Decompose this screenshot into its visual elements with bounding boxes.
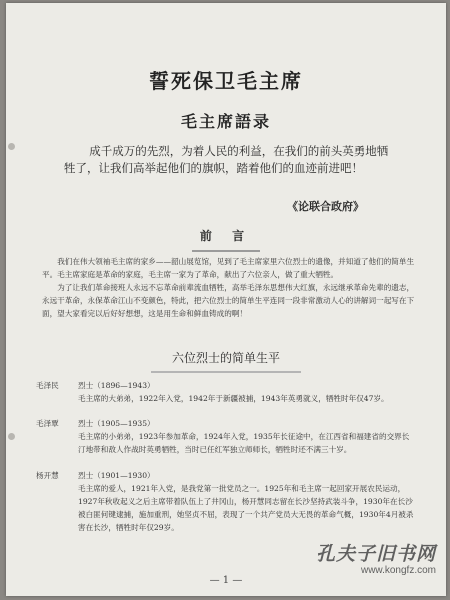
binding-hole (8, 143, 15, 150)
quotation-text: 成千成万的先烈，为着人民的利益，在我们的前头英勇地牺牲了，让我们高举起他们的旗帜，踏着他们的血迹前进吧！ (64, 144, 389, 175)
watermark-url: www.kongfz.com (360, 565, 436, 576)
section-heading: 六位烈士的简单生平 (6, 349, 446, 373)
binding-hole (8, 433, 15, 440)
martyr-description: 毛主席的爱人，1921年入党，是我党第一批党员之一。1925年和毛主席一起回家开展农民运动，1927年秋收起义之后主席带着队伍上了井冈山，杨开慧同志留在长沙坚持武装斗争，1930年在长沙被白匪何键逮捕，施加重刑，她坚贞不屈，表现了一个共产党员大无畏的革命气概，1930年4月被杀害在长沙，牺牲时年仅29岁。 (78, 484, 414, 532)
page-number: — 1 — (209, 575, 243, 586)
preface-paragraph: 为了让我们革命接班人永远不忘革命前辈流血牺牲，高举毛泽东思想伟大红旗，永远继承革命先辈的遗志，永远干革命，永保革命江山不变颜色，特此，把六位烈士的简单生平连同一段非常激动人心的讲解词一起写在下面，望大家看完以后好好想想，这是用生命和鲜血铸成的啊！ (42, 283, 415, 318)
martyr-description: 毛主席的大弟弟，1922年入党，1942年于新疆被捕，1943年英勇就义，牺牲时年仅47岁。 (78, 394, 389, 403)
watermark (316, 539, 436, 576)
martyr-name: 杨开慧 (36, 471, 59, 480)
document-page (6, 3, 446, 596)
martyr-description: 毛主席的小弟弟，1923年参加革命，1924年入党，1935年长征途中，在江西省和福建省的交界长汀地带和敌人作战时英勇牺牲，当时已任红军独立师师长，牺牲时还不满三十岁。 (78, 432, 410, 454)
preface-body (42, 255, 416, 320)
page-title: 誓死保卫毛主席 (149, 69, 303, 93)
martyr-name: 毛泽民 (36, 381, 59, 390)
page-subtitle: 毛主席語录 (180, 112, 271, 131)
quotation-source: 《论联合政府》 (287, 200, 364, 213)
martyr-lifespan: 烈士（1905—1935） (78, 419, 155, 428)
preface-paragraph: 我们在伟大领袖毛主席的家乡——韶山展览馆，见到了毛主席家里六位烈士的遗像，并知道了他们的简单生平。毛主席家庭是革命的家庭，毛主席一家为了革命，献出了六位亲人，做了重大牺牲。 (42, 257, 415, 279)
martyr-name: 毛泽覃 (36, 419, 59, 428)
watermark-title: 孔夫子旧书网 (315, 544, 436, 565)
martyr-lifespan: 烈士（1901—1930） (78, 471, 155, 480)
martyr-lifespan: 烈士（1896—1943） (78, 381, 155, 390)
preface-heading: 前 言 (6, 227, 446, 252)
